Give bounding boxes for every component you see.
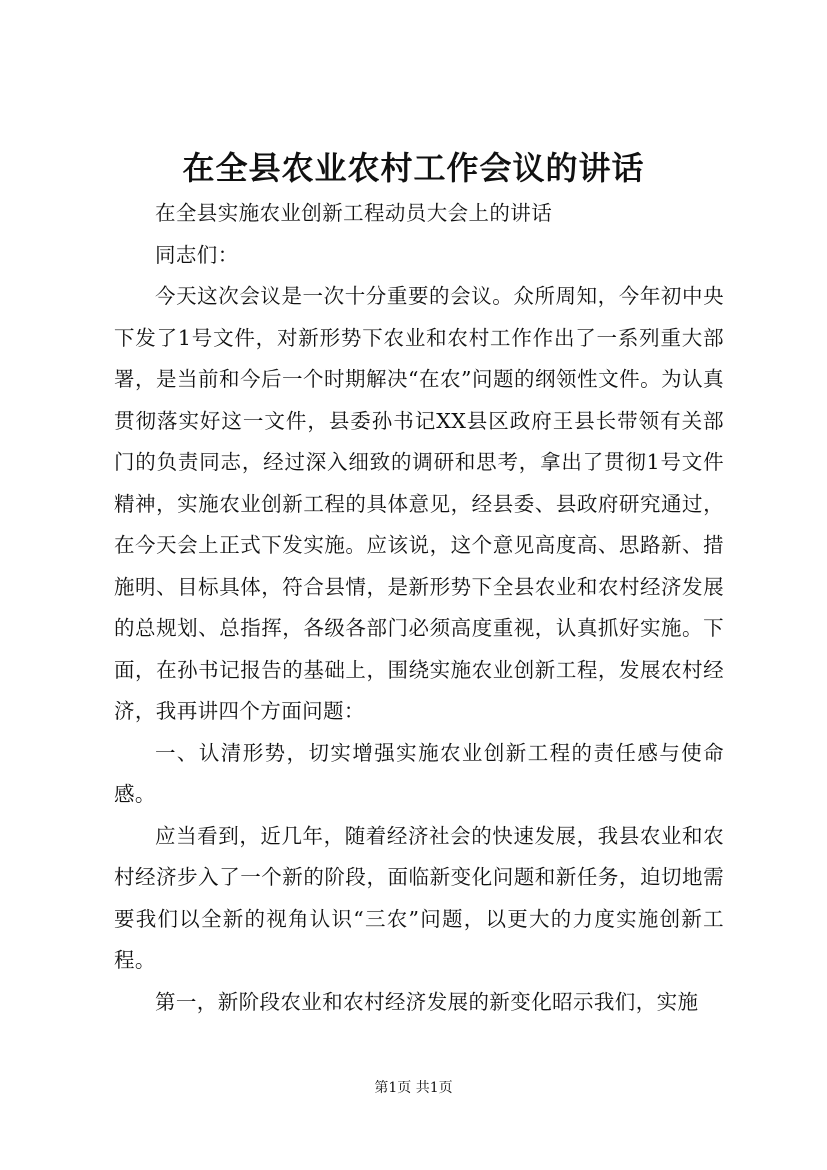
document-title: 在全县农业农村工作会议的讲话 (182, 149, 645, 187)
salutation-paragraph: 同志们： (155, 242, 239, 267)
page-footer: 第1页 共1页 (374, 1080, 453, 1096)
body-paragraph-3: 第一，新阶段农业和农村经济发展的新变化昭示我们，实施 (155, 989, 699, 1014)
section-heading-1: 一、认清形势，切实增强实施农业创新工程的责任感与使命感。 (114, 740, 724, 806)
body-paragraph-1: 今天这次会议是一次十分重要的会议。众所周知，今年初中央下发了1号文件，对新形势下农业和农村工作作出了一系列重大部署，是当前和今后一个时期解决“在农”问题的纲领性文件。为认真贯彻落实好这一文件，县委孙书记XX县区政府王县长带领有关部门的负责同志，经过深入细致的调研和思考，拿出了贯彻1号文件精神，实施农业创新工程的具体意见，经县委、县政府研究通过，在今天会上正式下发实施。应该说，这个意见高度高、思路新、措施明、目标具体，符合县情，是新形势下全县农业和农村经济发展的总规划、总指挥，各级各部门必须高度重视，认真抓好实施。下面，在孙书记报告的基础上，围绕实施农业创新工程，发展农村经济，我再讲四个方面问题： (114, 284, 724, 723)
subtitle-paragraph: 在全县实施农业创新工程动员大会上的讲话 (155, 201, 553, 225)
document-body (114, 193, 724, 1023)
body-paragraph-2: 应当看到，近几年，随着经济社会的快速发展，我县农业和农村经济步入了一个新的阶段，面临新变化问题和新任务，迫切地需要我们以全新的视角认识“三农”问题，以更大的力度实施创新工程。 (114, 823, 724, 972)
